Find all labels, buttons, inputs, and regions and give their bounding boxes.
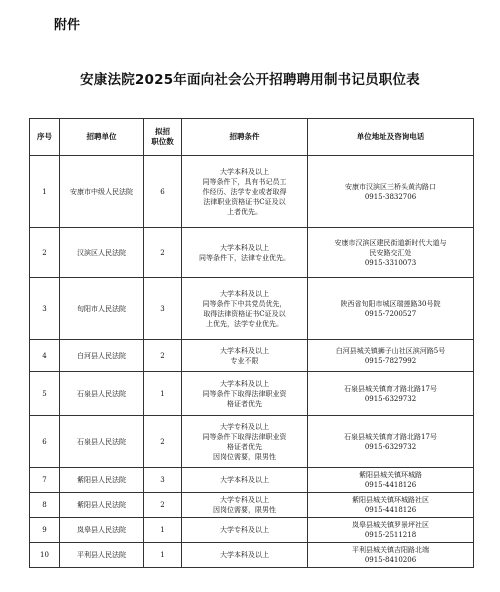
header-count: 拟招 职位数 <box>144 119 182 156</box>
table-row <box>30 156 474 228</box>
row-unit: 旬阳市人民法院 <box>60 278 144 340</box>
row-condition: 大学本科及以上 同等条件下中共党员优先， 取得法律资格证书C证及以 上优先，法学专业优先。 <box>182 278 308 340</box>
table-header-row <box>30 119 474 156</box>
row-no: 6 <box>30 416 60 468</box>
table-row <box>30 228 474 278</box>
row-unit: 汉滨区人民法院 <box>60 228 144 278</box>
row-count: 2 <box>144 416 182 468</box>
row-no: 4 <box>30 340 60 372</box>
row-contact: 陕西省旬阳市城区瑞莲路30号院 0915-7200527 <box>308 278 474 340</box>
row-count: 3 <box>144 468 182 493</box>
row-contact: 岚皋县城关镇罗景坪社区 0915-2511218 <box>308 518 474 543</box>
row-no: 3 <box>30 278 60 340</box>
header-no: 序号 <box>30 119 60 156</box>
row-no: 10 <box>30 543 60 568</box>
header-condition: 招聘条件 <box>182 119 308 156</box>
table-row <box>30 518 474 543</box>
row-contact: 平利县城关镇吉阳路北端 0915-8410206 <box>308 543 474 568</box>
row-unit: 安康市中级人民法院 <box>60 156 144 228</box>
row-condition: 大学本科及以上 <box>182 468 308 493</box>
row-count: 1 <box>144 543 182 568</box>
row-count: 6 <box>144 156 182 228</box>
row-condition: 大学本科及以上 同等条件下取得法律职业资 格证者优先 <box>182 372 308 416</box>
table-row <box>30 340 474 372</box>
header-unit: 招聘单位 <box>60 119 144 156</box>
row-unit: 紫阳县人民法院 <box>60 493 144 518</box>
row-condition: 大学本科及以上 专业不限 <box>182 340 308 372</box>
table-row <box>30 372 474 416</box>
row-condition: 大学专科及以上 <box>182 518 308 543</box>
row-count: 2 <box>144 493 182 518</box>
row-contact: 安康市汉滨区三桥头黄沟路口 0915-3832706 <box>308 156 474 228</box>
positions-table <box>29 118 474 568</box>
row-unit: 岚皋县人民法院 <box>60 518 144 543</box>
page-title: 安康法院2025年面向社会公开招聘聘用制书记员职位表 <box>80 72 420 88</box>
row-condition: 大学专科及以上 同等条件下取得法律职业资 格证者优先 因岗位需要，限男性 <box>182 416 308 468</box>
row-count: 3 <box>144 278 182 340</box>
row-count: 2 <box>144 228 182 278</box>
row-condition: 大学本科及以上 同等条件下，具有书记员工 作经历、法学专业或者取得 法律职业资格证书C证及以 上者优先。 <box>182 156 308 228</box>
header-contact: 单位地址及咨询电话 <box>308 119 474 156</box>
row-no: 8 <box>30 493 60 518</box>
row-contact: 白河县城关镇狮子山社区滨河路5号 0915-7827992 <box>308 340 474 372</box>
row-unit: 紫阳县人民法院 <box>60 468 144 493</box>
row-condition: 大学本科及以上 同等条件下，法律专业优先。 <box>182 228 308 278</box>
row-count: 1 <box>144 518 182 543</box>
row-no: 7 <box>30 468 60 493</box>
row-count: 1 <box>144 372 182 416</box>
row-contact: 石泉县城关镇育才路北路17号 0915-6329732 <box>308 372 474 416</box>
row-unit: 白河县人民法院 <box>60 340 144 372</box>
row-contact: 紫阳县城关镇环城路社区 0915-4418126 <box>308 493 474 518</box>
row-unit: 平利县人民法院 <box>60 543 144 568</box>
table-row <box>30 493 474 518</box>
row-contact: 安康市汉滨区建民街道新时代大道与 民安路交汇处 0915-3310073 <box>308 228 474 278</box>
table-row <box>30 543 474 568</box>
row-unit: 石泉县人民法院 <box>60 372 144 416</box>
row-no: 9 <box>30 518 60 543</box>
row-contact: 石泉县城关镇育才路北路17号 0915-6329732 <box>308 416 474 468</box>
row-unit: 石泉县人民法院 <box>60 416 144 468</box>
attachment-label: 附件 <box>54 18 81 33</box>
row-condition: 大学专科及以上 因岗位需要，限男性 <box>182 493 308 518</box>
row-no: 2 <box>30 228 60 278</box>
row-condition: 大学本科及以上 <box>182 543 308 568</box>
table-row <box>30 416 474 468</box>
row-count: 2 <box>144 340 182 372</box>
table-row <box>30 278 474 340</box>
row-no: 1 <box>30 156 60 228</box>
row-contact: 紫阳县城关镇环城路 0915-4418126 <box>308 468 474 493</box>
row-no: 5 <box>30 372 60 416</box>
table-row <box>30 468 474 493</box>
